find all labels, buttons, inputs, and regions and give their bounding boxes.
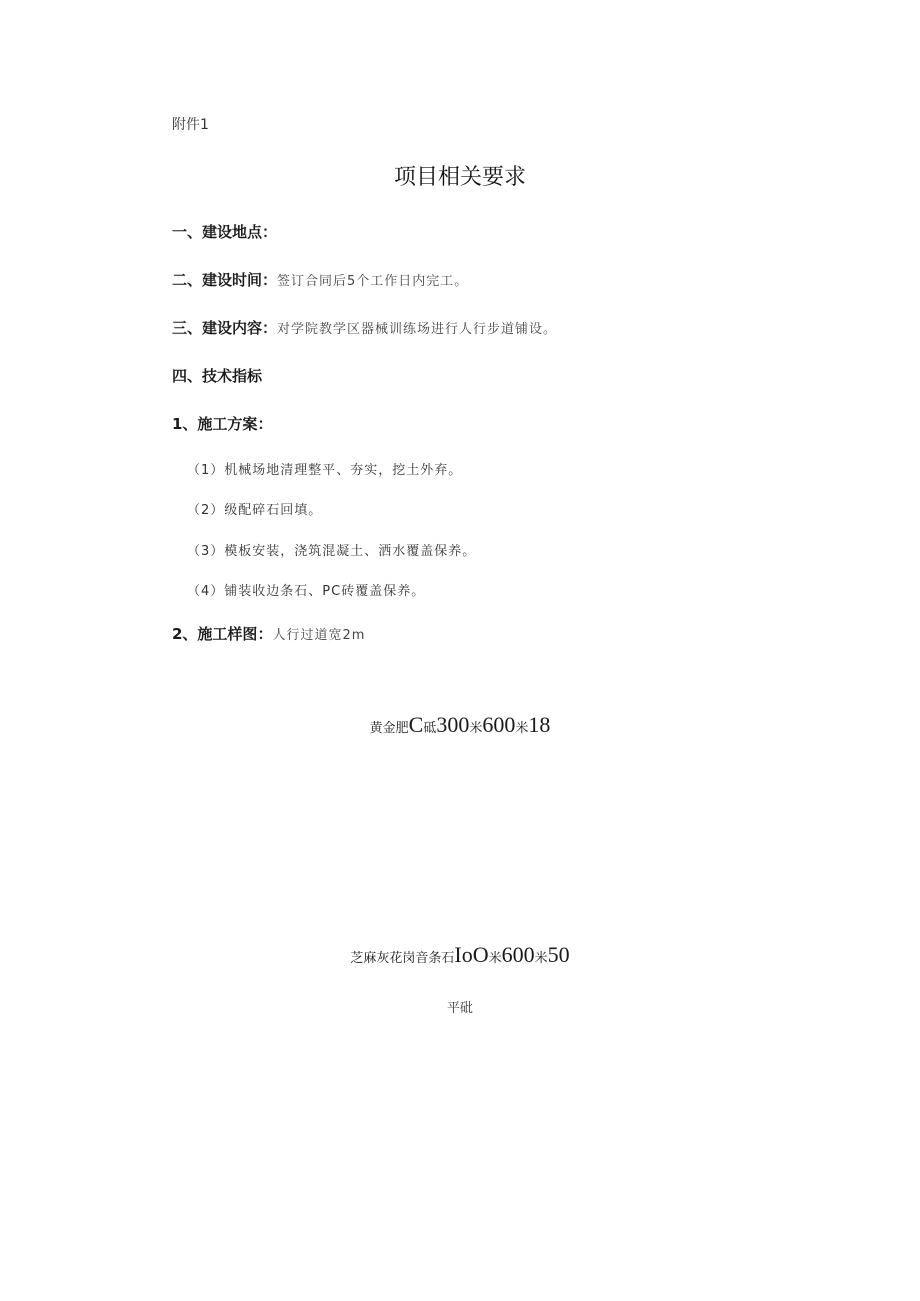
- diagram-label-flat: 平砒: [446, 1001, 473, 1016]
- diagram-text: 黄金肥: [369, 721, 409, 736]
- plan-step-1: （1）机械场地清理整平、夯实，挖土外弃。: [187, 463, 463, 478]
- section-specs: [172, 365, 262, 386]
- diagram-text: 砥: [423, 721, 437, 736]
- section-heading: 2、施工样图：: [172, 625, 273, 643]
- diagram-text: IoO: [454, 942, 489, 967]
- section-drawing: [172, 623, 365, 644]
- diagram-text: 米: [534, 951, 548, 966]
- diagram-label-curb: [0, 942, 920, 968]
- diagram-text: 300: [436, 712, 470, 737]
- section-heading: 四、技术指标: [172, 367, 263, 385]
- diagram-text: 600: [482, 712, 516, 737]
- section-text: 人行过道宽2m: [272, 628, 366, 643]
- diagram-text: 50: [547, 942, 570, 967]
- diagram-text: 米: [488, 951, 502, 966]
- section-heading: 1、施工方案：: [172, 415, 273, 433]
- section-time: [172, 269, 468, 290]
- diagram-text: 芝麻灰花岗音条石: [350, 951, 455, 966]
- diagram-text: C: [408, 712, 424, 737]
- attachment-label: 附件1: [172, 117, 209, 133]
- section-location: [172, 221, 277, 242]
- section-content: [172, 317, 557, 338]
- section-heading: 一、建设地点：: [172, 223, 278, 241]
- diagram-text: 600: [501, 942, 535, 967]
- section-plan: [172, 413, 272, 434]
- diagram-text: 米: [515, 721, 529, 736]
- section-text: 签订合同后5个工作日内完工。: [277, 274, 469, 289]
- diagram-label-paving: [0, 712, 920, 738]
- diagram-text: 18: [528, 712, 551, 737]
- document-title: 项目相关要求: [393, 165, 526, 190]
- plan-step-2: （2）级配碎石回填。: [187, 503, 323, 518]
- section-heading: 二、建设时间：: [172, 271, 278, 289]
- plan-step-3: （3）模板安装，浇筑混凝土、洒水覆盖保养。: [187, 544, 477, 559]
- section-text: 对学院教学区器械训练场进行人行步道铺设。: [277, 322, 558, 337]
- plan-step-4: （4）铺装收边条石、PC砖覆盖保养。: [187, 584, 426, 599]
- diagram-text: 米: [469, 721, 483, 736]
- section-heading: 三、建设内容：: [172, 319, 278, 337]
